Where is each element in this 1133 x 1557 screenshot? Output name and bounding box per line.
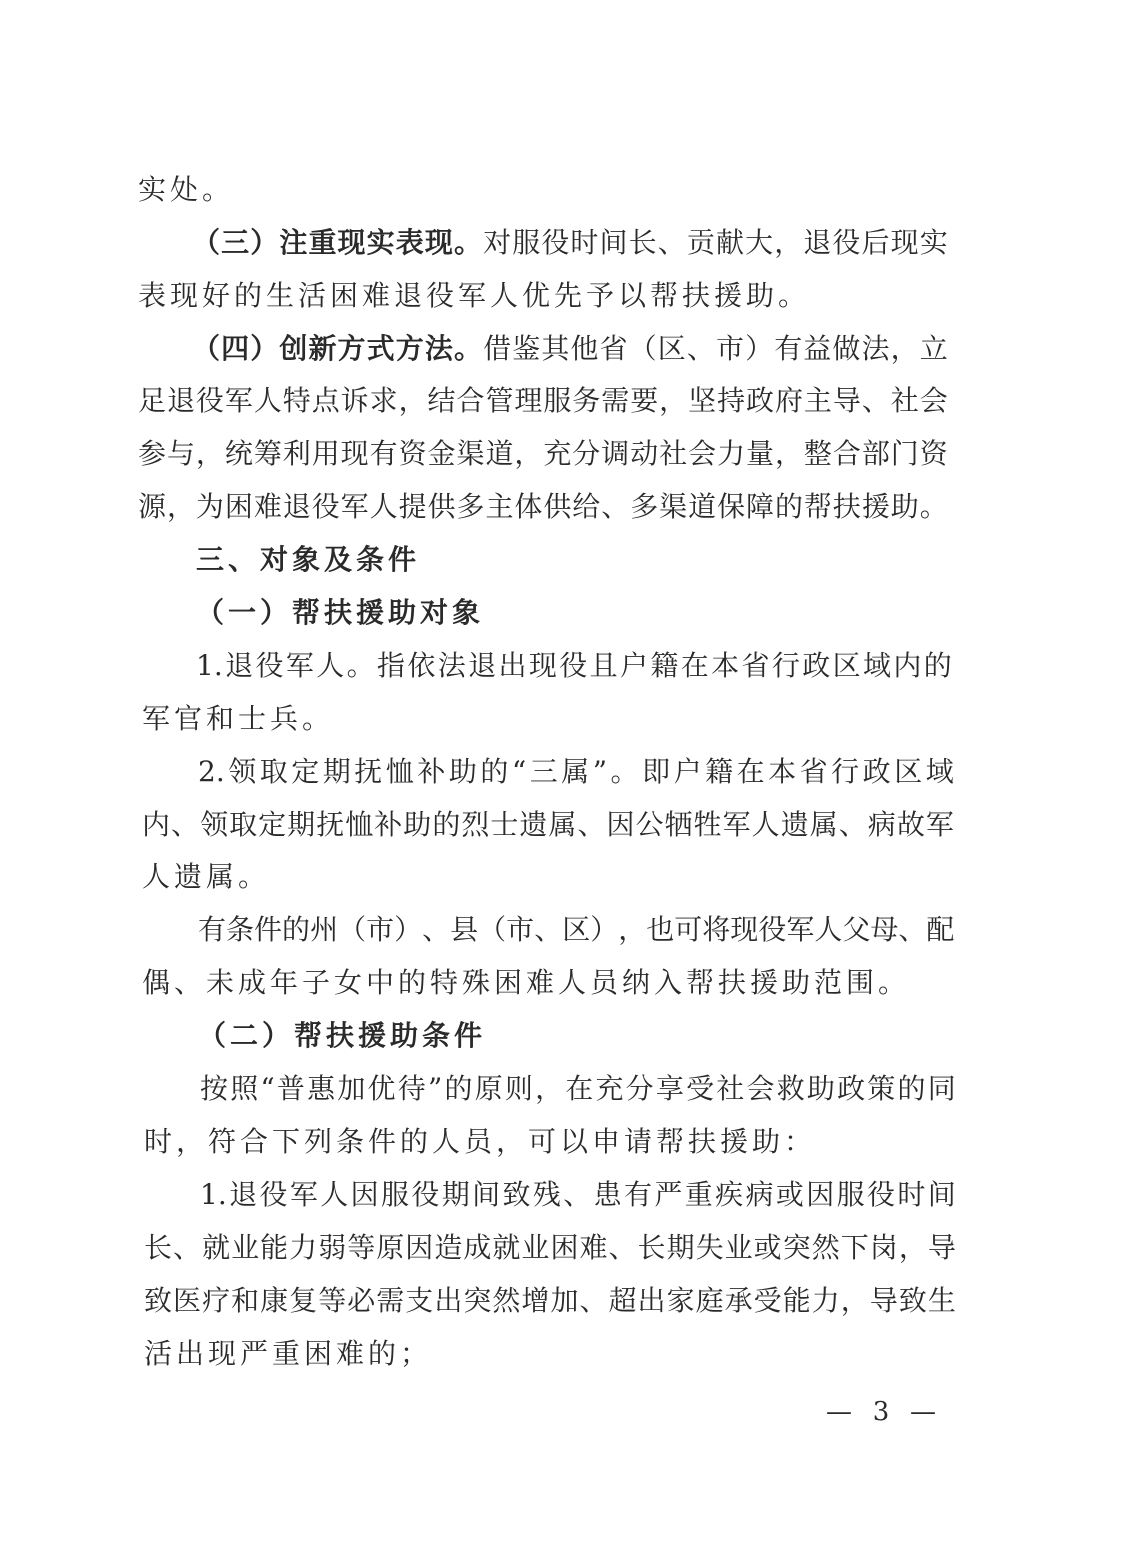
paragraph-line: 表现好的生活困难退役军人优先予以帮扶援助。 <box>138 279 811 312</box>
paragraph-line: 2. 领 取 定 期 抚 恤 补 助 的 “ 三 属 ” 。 即 户 籍 在 本 省 行 政 区 域 <box>198 755 954 788</box>
page-number: 3 <box>872 1397 890 1427</box>
paragraph-line: 足 退 役 军 人 特 点 诉 求 ， 结 合 管 理 服 务 需 要 ， 坚 持 政 府 主 导 、 社 会 <box>138 384 948 417</box>
paragraph-line: 有 条 件 的 州 （ 市 ） 、 县 （ 市 、 区 ） ， 也 可 将 现 役 军 人 父 母 、 配 <box>198 913 955 946</box>
paragraph-line: （ 三 ） 注 重 现 实 表 现 。 对 服 役 时 间 长 、 贡 献 大 ， 退 役 后 现 实 <box>192 226 948 259</box>
page-footer <box>826 1392 936 1432</box>
paragraph-line: 源 ， 为 困 难 退 役 军 人 提 供 多 主 体 供 给 、 多 渠 道 保 障 的 帮 扶 援 助 。 <box>138 490 948 523</box>
paragraph-line: 内 、 领 取 定 期 抚 恤 补 助 的 烈 士 遗 属 、 因 公 牺 牲 军 人 遗 属 、 病 故 军 <box>142 808 954 841</box>
paragraph-line: 1. 退 役 军 人 因 服 役 期 间 致 残 、 患 有 严 重 疾 病 或 因 服 役 时 间 <box>200 1178 956 1211</box>
footer-dash-left: — <box>826 1397 852 1427</box>
footer-dash-right: — <box>909 1397 936 1427</box>
paragraph-line: 致 医 疗 和 康 复 等 必 需 支 出 突 然 增 加 、 超 出 家 庭 承 受 能 力 ， 导 致 生 <box>144 1284 956 1317</box>
paragraph-line: 实处。 <box>138 173 235 206</box>
paragraph-line: 时，符合下列条件的人员，可以申请帮扶援助： <box>144 1125 817 1158</box>
paragraph-line: 偶、未成年子女中的特殊困难人员纳入帮扶援助范围。 <box>142 966 911 999</box>
paragraph-line: 1. 退 役 军 人 。 指 依 法 退 出 现 役 且 户 籍 在 本 省 行 政 区 域 内 的 <box>196 649 952 682</box>
paragraph-line: 军官和士兵。 <box>142 702 335 735</box>
paragraph-line: 参 与 ， 统 筹 利 用 现 有 资 金 渠 道 ， 充 分 调 动 社 会 力 量 ， 整 合 部 门 资 <box>138 437 948 470</box>
paragraph-line: 按 照 “ 普 惠 加 优 待 ” 的 原 则 ， 在 充 分 享 受 社 会 救 助 政 策 的 同 <box>200 1072 956 1105</box>
paragraph-line: （ 四 ） 创 新 方 式 方 法 。 借 鉴 其 他 省 （ 区 、 市 ） 有 益 做 法 ， 立 <box>192 332 948 365</box>
section-heading: （一）帮扶援助对象 <box>196 596 485 629</box>
paragraph-line: 长 、 就 业 能 力 弱 等 原 因 造 成 就 业 困 难 、 长 期 失 业 或 突 然 下 岗 ， 导 <box>144 1231 956 1264</box>
section-heading: （二）帮扶援助条件 <box>198 1019 487 1052</box>
paragraph-line: 活出现严重困难的； <box>144 1337 433 1370</box>
paragraph-line: 人遗属。 <box>142 860 271 893</box>
section-heading: 三、对象及条件 <box>196 543 421 576</box>
